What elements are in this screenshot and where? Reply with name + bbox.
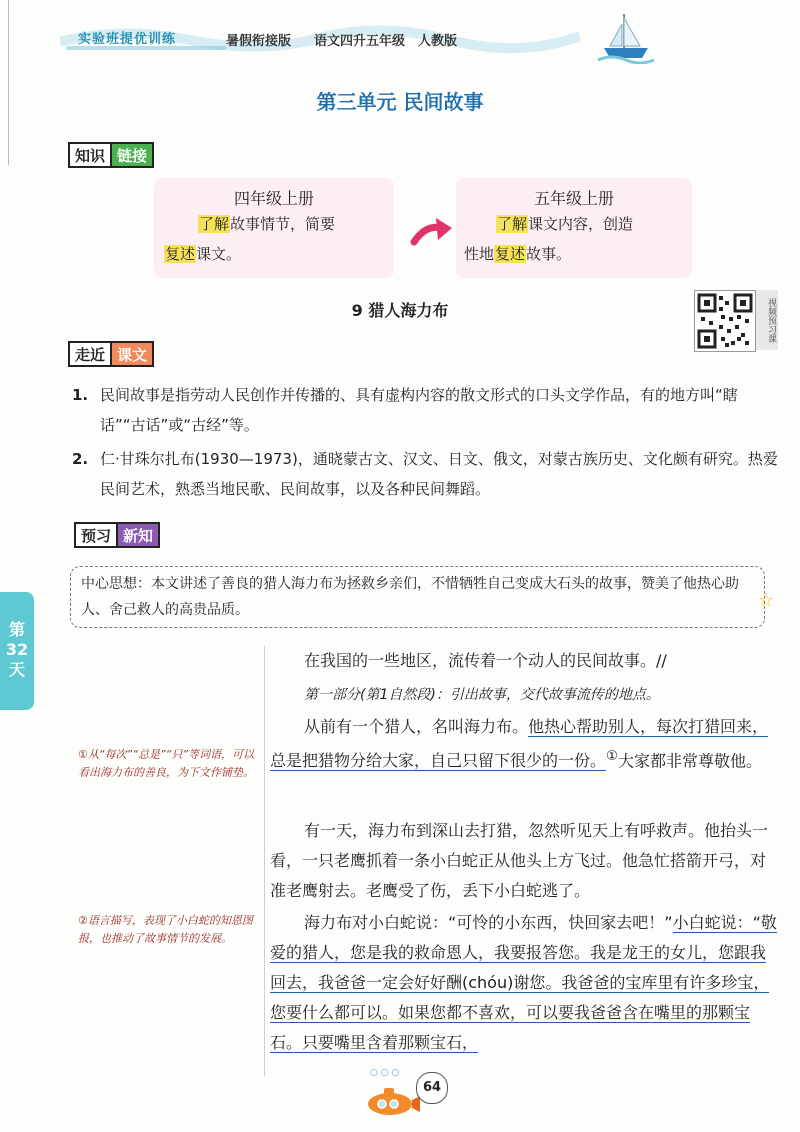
tag-part-b: 链接 — [112, 142, 154, 168]
margin-rule — [8, 0, 9, 165]
lesson-title: 9 猎人海力布 — [351, 301, 449, 320]
page-number: 64 — [416, 1072, 448, 1104]
qr-label: 视频预习课 — [756, 290, 778, 350]
paragraph-3-text: 有一天，海力布到深山去打猎，忽然听见天上有呼救声。他抬头一看，一只老鹰抓着一条小白蛇正从他头上方飞过。他急忙搭箭开弓，对准老鹰射去。老鹰受了伤，丢下小白蛇逃了。 — [270, 821, 769, 900]
paragraph-1 — [270, 646, 780, 676]
tag-part-a: 走近 — [68, 341, 112, 367]
grade5-text-1: 课文内容，创造 — [528, 215, 634, 233]
paragraph-2-underlined: 他热心帮助别人，每次打猎回来，总是把猎物分给大家，自己只留下很少的一份。 — [270, 717, 769, 771]
highlight-understand: 了解 — [497, 215, 528, 233]
highlight-retell: 复述 — [495, 245, 526, 263]
tag-part-a: 知识 — [68, 142, 112, 168]
knowledge-link-tag — [68, 142, 154, 168]
series-name: 实验班提优训练 — [78, 32, 177, 47]
submarine-icon — [362, 1084, 422, 1118]
highlight-understand: 了解 — [199, 215, 230, 233]
footnote-marker-1: ① — [606, 749, 618, 764]
side-note-2: ②语言描写，表现了小白蛇的知恩图报，也推动了故事情节的发展。 — [78, 914, 253, 945]
paragraph-3 — [270, 816, 780, 906]
grade5-text — [456, 209, 692, 239]
day-tab-line3: 天 — [8, 660, 25, 679]
approach-text-tag — [68, 341, 154, 367]
list-item — [72, 444, 782, 504]
paragraph-4 — [270, 908, 780, 1058]
edition-label: 暑假衔接版 — [226, 34, 292, 49]
grade4-text-2: 课文。 — [196, 245, 242, 263]
grade5-text-2: 故事。 — [526, 245, 572, 263]
item-text: 民间故事是指劳动人民创作并传播的、具有虚构内容的散文形式的口头文学作品，有的地方叫“瞎话”“古话”或“古经”等。 — [100, 386, 738, 434]
tag-part-a: 预习 — [74, 522, 118, 548]
paragraph-4-underlined: 小白蛇说：“敬爱的猎人，您是我的救命恩人，我要报答您。我是龙王的女儿，您跟我回去，我爸爸一定会好好酬(chóu)谢您。我爸爸的宝库里有许多珍宝，您要什么都可以。如果您都不喜欢，可以要我爸爸含在嘴里的那颗宝石。只要嘴里含着那颗宝石， — [270, 913, 777, 1052]
grade4-text-line2 — [154, 239, 394, 269]
qr-code-icon[interactable] — [694, 290, 756, 352]
subject-label: 语文四升五年级 — [314, 34, 406, 49]
item-number: 1. — [72, 386, 89, 404]
item-number: 2. — [72, 450, 89, 468]
paragraph-4-text-a: 海力布对小白蛇说：“可怜的小东西，快回家去吧！” — [304, 913, 673, 932]
highlight-retell: 复述 — [165, 245, 196, 263]
annotation-part-1 — [270, 680, 780, 710]
paragraph-1-text: 在我国的一些地区，流传着一个动人的民间故事。// — [304, 651, 667, 670]
preview-tag — [74, 522, 160, 548]
arrow-right-icon — [410, 210, 454, 250]
side-note-1: ①从“每次”“总是”“只”等词语，可以看出海力布的善良，为下文作铺垫。 — [78, 748, 255, 779]
day-tab — [0, 592, 34, 710]
paragraph-2-text-b: 大家都非常尊敬他。 — [617, 751, 762, 771]
tag-part-b: 新知 — [118, 522, 160, 548]
grade5-text-pre: 性地 — [464, 245, 495, 263]
sailboat-icon — [596, 12, 656, 64]
day-tab-line1: 第 — [8, 620, 25, 639]
grade5-text-line2 — [456, 239, 692, 269]
grade4-title: 四年级上册 — [233, 189, 314, 208]
paragraph-2-text-a: 从前有一个猎人，名叫海力布。 — [304, 717, 529, 736]
grade4-text — [154, 209, 394, 239]
grade4-box — [154, 178, 394, 278]
bubbles-decoration: ○ ○ ○ — [370, 1068, 400, 1078]
unit-title: 第三单元 民间故事 — [316, 90, 484, 114]
day-tab-line2: 32 — [5, 640, 29, 659]
star-icon: ☆ — [758, 590, 775, 611]
publisher-label: 人教版 — [418, 34, 458, 49]
grade5-title: 五年级上册 — [533, 189, 614, 208]
item-text: 仁·甘珠尔扎布(1930—1973)，通晓蒙古文、汉文、日文、俄文，对蒙古族历史、文化颇有研究。热爱民间艺术，熟悉当地民歌、民间故事，以及各种民间舞蹈。 — [100, 450, 778, 498]
list-item — [72, 380, 782, 440]
paragraph-2 — [270, 712, 780, 776]
annotation-text: 第一部分(第1自然段)：引出故事，交代故事流传的地点。 — [304, 687, 660, 703]
column-divider — [264, 646, 265, 1076]
grade4-text-1: 故事情节，简要 — [230, 215, 336, 233]
grade5-box — [456, 178, 692, 278]
central-idea-box: 中心思想：本文讲述了善良的猎人海力布为拯救乡亲们，不惜牺牲自己变成大石头的故事，赞美了他热心助人、舍己救人的高贵品质。 — [70, 566, 765, 628]
tag-part-b: 课文 — [112, 341, 154, 367]
